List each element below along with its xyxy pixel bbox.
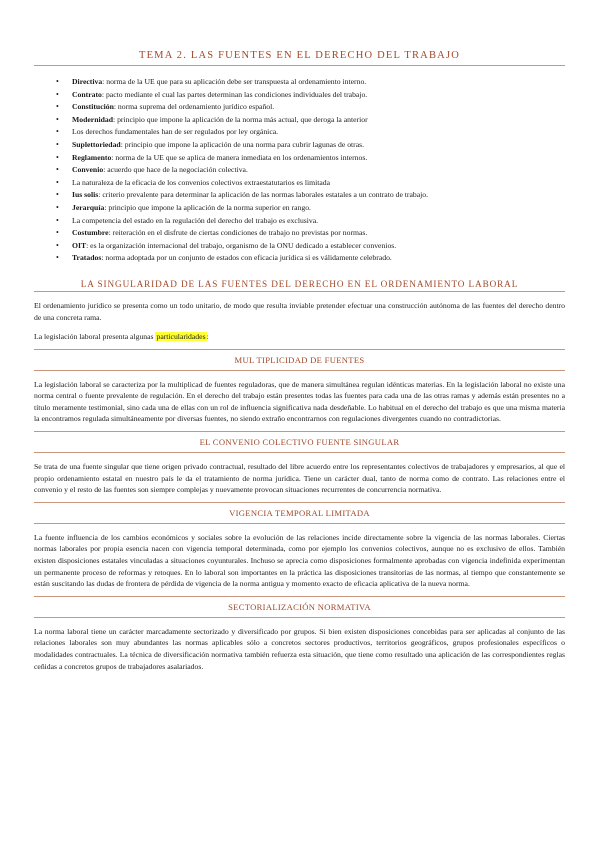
definition-term: Constitución — [72, 102, 114, 112]
definition-text: : es la organización internacional del trabajo, organismo de la ONU dedicado a establecer convenios. — [86, 240, 397, 250]
list-item — [56, 139, 565, 152]
subsection-vigencia — [34, 502, 565, 590]
subsection-title: MUL TIPLICIDAD DE FUENTES — [234, 354, 365, 365]
definitions-list — [34, 76, 565, 265]
title-divider — [34, 65, 565, 66]
subsection-top-rule — [34, 596, 565, 597]
definition-text: La competencia del estado en la regulación del derecho del trabajo es exclusiva. — [72, 215, 319, 225]
subsection-top-rule — [34, 431, 565, 432]
list-item — [56, 189, 565, 202]
list-item — [56, 101, 565, 114]
list-item — [56, 252, 565, 265]
list-item — [56, 152, 565, 165]
definition-text: : principio que impone la aplicación de una norma para cubrir lagunas de otras. — [120, 139, 365, 149]
definition-term: Directiva — [72, 77, 103, 86]
list-item — [56, 215, 565, 228]
list-item — [56, 89, 565, 102]
definition-term: Jerarquía — [72, 202, 105, 212]
subsection-convenio — [34, 431, 565, 496]
definition-text: La naturaleza de la eficacia de los convenios colectivos extraestatutarios es limitada — [72, 177, 331, 187]
definition-text: : criterio prevalente para determinar la aplicación de las normas laborales estatales a un contrato de trabajo. — [98, 190, 429, 200]
subsection-body: La fuente influencia de los cambios económicos y sociales sobre la evolución de las relaciones incide directamente sobre la vigencia de las normas laborales. Ciertas normas laborales por propia esencia nacen con vigencia temporal determinada, como por ejemplo los convenios colectivos, aunque no es exclusivo de ellos. También existen disposiciones estatales vinculadas a situaciones coyunturales. Inchuso se aprecia como disposiciones formalmente aprobadas con vigencia indefinida experimentan un permanente proceso de reformas y retoques. En lo laboral son importantes en la práctica las disposiciones transitorias de las normas, al tiempo que constantemente se están suscitando las dudas de frontera de pérdida de vigencia de la norma antigua y momento exacto de eficacia aplicativa de la nueva norma. — [34, 532, 565, 589]
definition-text: : norma adoptada por un conjunto de estados con eficacia jurídica si es válidamente celebrado. — [101, 253, 392, 263]
subsection-body: Se trata de una fuente singular que tiene origen privado contractual, resultado del libre acuerdo entre los representantes colectivos de trabajadores y empresarios, al que el propio ordenamiento estatal en nuestro país le da el tratamiento de norma jurídica. Tiene un carácter dual, tanto de norma como de contrato. Las relaciones entre el convenio y el resto de las fuentes son siempre complejas y nuevamente provocan situaciones recurrentes de concurrencia normativa. — [34, 462, 565, 495]
definition-text: : acuerdo que hace de la negociación colectiva. — [103, 165, 248, 175]
particularidades-prefix: La legislación laboral presenta algunas — [34, 332, 156, 342]
definition-text: Los derechos fundamentales han de ser regulados por ley orgánica. — [72, 127, 279, 137]
section-heading: LA SINGULARIDAD DE LAS FUENTES DEL DERECHO EN EL ORDENAMIENTO LABORAL — [80, 278, 519, 289]
subsection-title: VIGENCIA TEMPORAL LIMITADA — [229, 507, 370, 518]
subsection-title: EL CONVENIO COLECTIVO FUENTE SINGULAR — [199, 437, 400, 448]
section-divider — [34, 291, 565, 292]
definition-term: Contrato — [72, 89, 102, 99]
subsection-multiplicidad — [34, 349, 565, 425]
subsection-body: La norma laboral tiene un carácter marcadamente sectorizado y diversificado por grupos. Si bien existen disposiciones concebidas para ser aplicadas al conjunto de las relaciones laborales son muy abundantes las normas aplicables sólo a concretos sectores productivos, territorios geográficos, grupos profesionales específicos o modalidades contractuales. La técnica de diversificación normativa también refuerza esta situación, que tiene como resultado una aplicación de las correspondientes reglas ceñidas a concretos grupos de trabajadores asalariados. — [34, 626, 565, 671]
document-title: TEMA 2. LAS FUENTES EN EL DERECHO DEL TRABAJO — [138, 50, 461, 61]
definition-term: Tratados — [72, 253, 102, 263]
list-item — [56, 164, 565, 177]
subsection-top-rule — [34, 502, 565, 503]
definition-text: : principio que impone la aplicación de la norma más actual, que deroga la anterior — [113, 114, 368, 124]
particularidades-line — [34, 331, 565, 343]
list-item — [56, 240, 565, 253]
definition-term: Costumbre — [72, 228, 109, 238]
subsection-bottom-rule — [34, 617, 565, 618]
definition-text: : norma de la UE que para su aplicación debe ser transpuesta al ordenamiento interno. — [102, 77, 367, 86]
subsection-body: La legislación laboral se caracteriza por la multiplicad de fuentes reguladoras, que de manera simultánea regulan idénticas materias. En la legislación laboral no existe una norma central o fuente prevalente de regulación. En el derecho del trabajo están presentes todas las fuentes para cada una de las otras ramas y además están presentes no a título meramente testimonial, sino cada una de ellas con un rol de influencia significativa nada desdeñable. Lo habitual en el derecho del trabajo es que una misma materia la encontramos regulada simultáneamente por diversas fuentes, no siendo extraño encontrarnos con regulaciones divergentes cuando no contradictorias. — [34, 379, 565, 424]
list-item — [56, 126, 565, 139]
particularidades-suffix: : — [206, 332, 209, 342]
subsection-bottom-rule — [34, 523, 565, 524]
intro-paragraph: El ordenamiento jurídico se presenta como un todo unitario, de modo que resulta inviable pretender efectuar una construcción autónoma de las fuentes del derecho dentro de una concreta rama. — [34, 300, 565, 322]
definition-text: : principio que impone la aplicación de la norma superior en rango. — [104, 202, 311, 212]
list-item — [56, 76, 565, 89]
definition-term: Ius solis — [72, 190, 99, 200]
list-item — [56, 202, 565, 215]
list-item — [56, 114, 565, 127]
definition-term: Suplettoriedad — [72, 139, 121, 149]
highlighted-word: particularidades — [156, 332, 206, 342]
list-item — [56, 177, 565, 190]
subsection-bottom-rule — [34, 370, 565, 371]
definition-term: OIT — [72, 240, 87, 250]
definition-text: : reiteración en el disfrute de ciertas condiciones de trabajo no previstas por normas. — [108, 228, 368, 238]
definition-term: Reglamento — [72, 152, 112, 162]
definition-term: Convenio — [72, 165, 104, 175]
definition-term: Modernidad — [72, 114, 114, 124]
subsection-top-rule — [34, 349, 565, 350]
subsection-bottom-rule — [34, 452, 565, 453]
subsection-sectorializacion — [34, 596, 565, 672]
list-item — [56, 227, 565, 240]
definition-text: : norma de la UE que se aplica de manera inmediata en los ordenamientos internos. — [111, 152, 368, 162]
definition-text: : pacto mediante el cual las partes determinan las condiciones individuales del trabajo. — [101, 89, 368, 99]
subsection-title: SECTORIALIZACIÓN NORMATIVA — [228, 601, 371, 612]
definition-text: : norma suprema del ordenamiento jurídico español. — [113, 102, 275, 112]
